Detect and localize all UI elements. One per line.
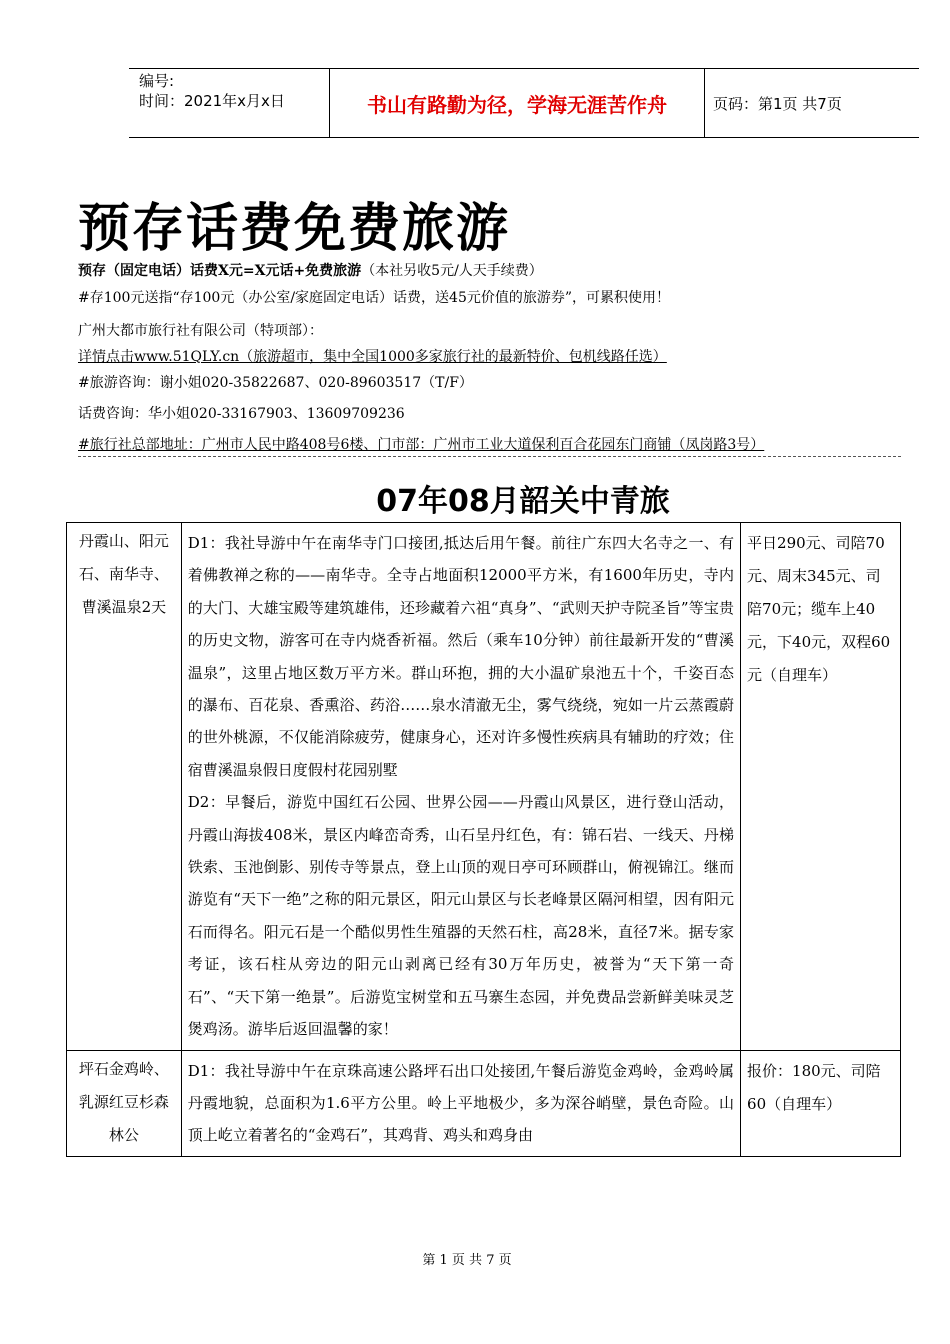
route-day-1: D1：我社导游中午在京珠高速公路坪石出口处接团,午餐后游览金鸡岭，金鸡岭属丹霞地貌，总面积为1.6平方公里。岭上平地极少，多为深谷峭壁，景色奇险。山顶上屹立着著名的“金鸡石”，其鸡背、鸡头和鸡身由	[187, 1061, 735, 1145]
route-description	[181, 1050, 740, 1156]
route-name	[67, 1050, 182, 1156]
route-day-1: D1：我社导游中午在南华寺门口接团,抵达后用午餐。前往广东四大名寺之一、有着佛教禅之称的——南华寺。全寺占地面积12000平方米，有1600年历史，寺内的大门、大雄宝殿等建筑雄伟，还珍藏着六祖“真身”、“武则天护寺院圣旨”等宝贵的历史文物，游客可在寺内烧香祈福。然后（乘车10分钟）前往最新开发的“曹溪温泉”，这里占地区数万平方米。群山环抱，拥的大小温矿泉池五十个，千姿百态的瀑布、百花泉、香熏浴、药浴……泉水清澈无尘，雾气绕绕，宛如一片云蒸霞蔚的世外桃源，不仅能消除疲劳，健康身心，还对许多慢性疾病具有辅助的疗效；住宿曹溪温泉假日度假村花园别墅	[187, 534, 735, 779]
route-name: 丹霞山、阳元石、南华寺、曹溪温泉2天	[67, 523, 182, 1051]
offer-line	[78, 262, 543, 280]
header-motto: 书山有路勤为径，学海无涯苦作舟	[367, 92, 667, 117]
company-address: #旅行社总部地址：广州市人民中路408号6楼、门市部：广州市工业大道保利百合花园东门商铺（凤岗路3号）	[78, 437, 765, 453]
company-name: 广州大都市旅行社有限公司（特项部）：	[78, 323, 323, 339]
divider	[78, 456, 901, 457]
website-link[interactable]: 详情点击www.51QLY.cn（旅游超市，集中全国1000多家旅行社的最新特价、包机线路任选）	[78, 349, 667, 365]
footer-text: 第 1 页 共 7 页	[422, 1253, 512, 1268]
table-row	[67, 523, 901, 1051]
table-row	[67, 1050, 901, 1156]
route-price: 平日290元、司陪70元、周末345元、司陪70元；缆车上40元，下40元，双程60元（自理车）	[741, 523, 901, 1051]
page-footer	[0, 1249, 950, 1268]
travel-contact: #旅游咨询：谢小姐020-35822687、020-89603517（T/F）	[78, 375, 473, 391]
routes-table	[66, 522, 901, 1157]
route-description	[181, 523, 740, 1051]
header-divider	[704, 69, 705, 137]
date-text: 时间：2021年x月x日	[139, 92, 285, 110]
section-title	[0, 476, 950, 520]
doc-number-label: 编号:	[139, 72, 175, 90]
offer-headline: 预存（固定电话）话费X元=X元话+免费旅游	[78, 263, 362, 279]
page-header	[129, 68, 919, 138]
route-name-text: 坪石金鸡岭、乳源红豆杉森林公	[78, 1059, 169, 1144]
offer-note: （本社另收5元/人天手续费）	[361, 263, 543, 279]
section-title-text: 07年08月韶关中青旅	[376, 484, 670, 519]
header-meta	[129, 69, 329, 137]
document-title: 预存话费免费旅游	[78, 198, 511, 259]
offer-detail: #存100元送指“存100元（办公室/家庭固定电话）话费，送45元价值的旅游券”，可累积使用！	[78, 290, 671, 306]
route-price: 报价：180元、司陪60（自理车）	[741, 1050, 901, 1156]
route-day-2: D2：早餐后，游览中国红石公园、世界公园——丹霞山风景区，进行登山活动，丹霞山海拔408米，景区内峰峦奇秀，山石呈丹红色，有：锦石岩、一线天、丹梯铁索、玉池倒影、别传寺等景点，登上山顶的观日亭可环顾群山，俯视锦江。继而游览有“天下一绝”之称的阳元景区，阳元山景区与长老峰景区隔河相望，因有阳元石而得名。阳元石是一个酷似男性生殖器的天然石柱，高28米，直径7米。据专家考证，该石柱从旁边的阳元山剥离已经有30万年历史，被誉为“天下第一奇石”、“天下第一绝景”。后游览宝树堂和五马寨生态园，并免费品尝新鲜美味灵芝煲鸡汤。游毕后返回温馨的家！	[187, 793, 735, 1039]
phone-contact: 话费咨询：华小姐020-33167903、13609709236	[78, 406, 405, 422]
header-page-number: 页码：第1页 共7页	[713, 94, 842, 113]
